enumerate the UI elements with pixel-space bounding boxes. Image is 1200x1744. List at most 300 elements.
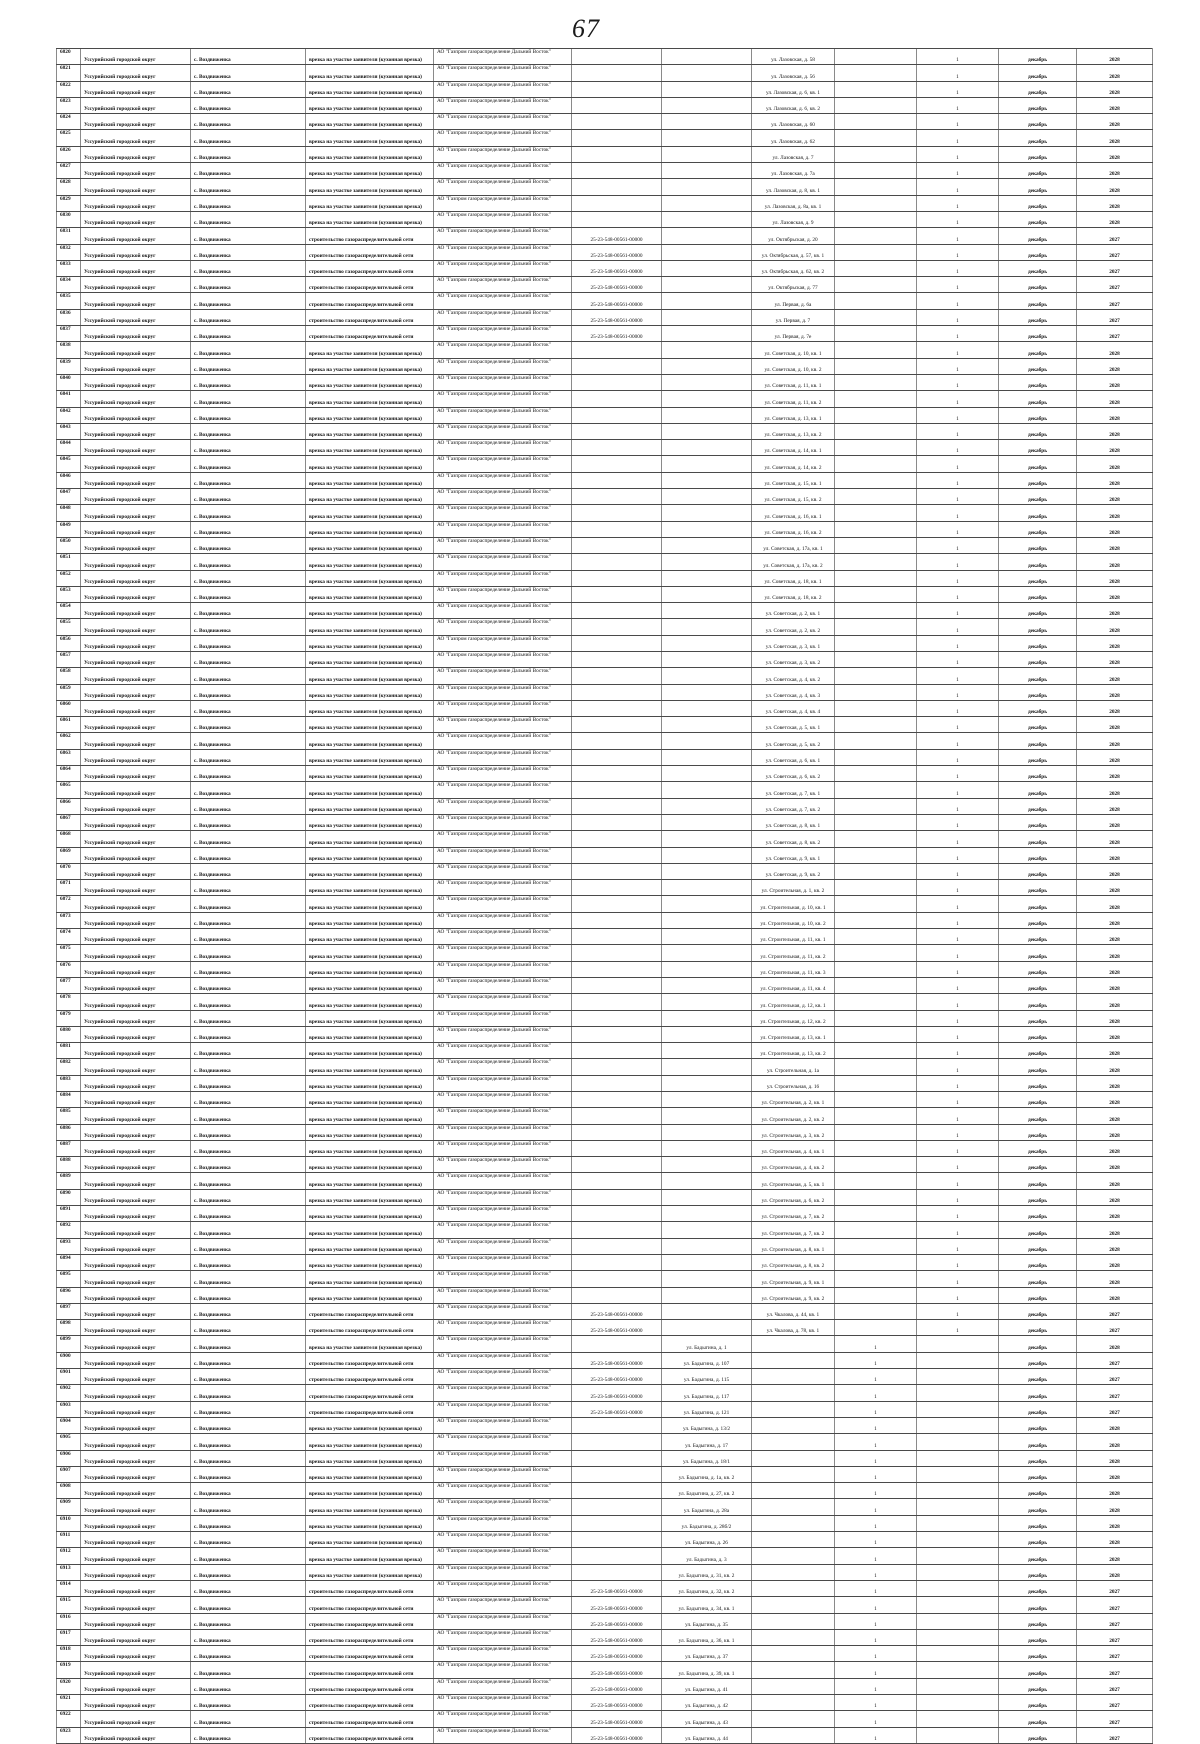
work-type-cell: врезка на участке заявителя (кухонная врезка) (306, 1108, 434, 1124)
organization-cell: АО "Газпром газораспределение Дальний Восток" (434, 1336, 572, 1352)
row-number-cell: 6871 (57, 880, 81, 896)
table-row (57, 228, 1153, 244)
address-cell: ул. Лазовская, д. 7а (752, 163, 835, 179)
table-row (57, 1417, 1153, 1433)
locality-cell: с. Воздвиженка (191, 1548, 306, 1564)
month-cell: декабрь (999, 782, 1077, 798)
year-cell: 2028 (1077, 472, 1153, 488)
year-cell: 2027 (1077, 1613, 1153, 1629)
month-cell: декабрь (999, 1678, 1077, 1694)
work-type-cell: строительство газораспределительной сети (306, 1352, 434, 1368)
organization-cell: АО "Газпром газораспределение Дальний Восток" (434, 1662, 572, 1678)
locality-cell: с. Воздвиженка (191, 505, 306, 521)
organization-cell: АО "Газпром газораспределение Дальний Восток" (434, 961, 572, 977)
empty-cell (835, 1173, 917, 1189)
organization-cell: АО "Газпром газораспределение Дальний Восток" (434, 929, 572, 945)
empty-cell (917, 1662, 999, 1678)
locality-cell: с. Воздвиженка (191, 749, 306, 765)
year-cell: 2028 (1077, 1010, 1153, 1026)
work-type-cell: врезка на участке заявителя (кухонная врезка) (306, 782, 434, 798)
row-number-cell: 6876 (57, 961, 81, 977)
organization-cell: АО "Газпром газораспределение Дальний Восток" (434, 1597, 572, 1613)
cadastral-cell: 25-23-548-00561-00000 (572, 1678, 662, 1694)
table-row (57, 1092, 1153, 1108)
work-type-cell: врезка на участке заявителя (кухонная врезка) (306, 65, 434, 81)
empty-cell (835, 1287, 917, 1303)
empty-cell (835, 1238, 917, 1254)
organization-cell: АО "Газпром газораспределение Дальний Восток" (434, 521, 572, 537)
quantity-cell: 1 (917, 211, 999, 227)
organization-cell: АО "Газпром газораспределение Дальний Восток" (434, 1369, 572, 1385)
locality-cell: с. Воздвиженка (191, 798, 306, 814)
locality-cell: с. Воздвиженка (191, 1026, 306, 1042)
empty-cell (662, 863, 752, 879)
row-number-cell: 6836 (57, 309, 81, 325)
quantity-cell: 1 (917, 391, 999, 407)
cadastral-cell (572, 717, 662, 733)
municipality-cell: Уссурийский городской округ (81, 1613, 191, 1629)
row-number-cell: 6877 (57, 977, 81, 993)
quantity-cell: 1 (917, 1043, 999, 1059)
locality-cell: с. Воздвиженка (191, 1303, 306, 1319)
row-number-cell: 6890 (57, 1189, 81, 1205)
row-number-cell: 6834 (57, 277, 81, 293)
empty-cell (835, 554, 917, 570)
municipality-cell: Уссурийский городской округ (81, 342, 191, 358)
year-cell: 2028 (1077, 1092, 1153, 1108)
municipality-cell: Уссурийский городской округ (81, 81, 191, 97)
locality-cell: с. Воздвиженка (191, 863, 306, 879)
table-row (57, 1238, 1153, 1254)
table-row (57, 456, 1153, 472)
table-row (57, 749, 1153, 765)
row-number-cell: 6832 (57, 244, 81, 260)
table-row (57, 912, 1153, 928)
municipality-cell: Уссурийский городской округ (81, 945, 191, 961)
empty-cell (752, 1336, 835, 1352)
address-cell: ул. Строительная, д. 16 (752, 1075, 835, 1091)
address-cell: ул. Советская, д. 18, кв. 1 (752, 570, 835, 586)
month-cell: декабрь (999, 1336, 1077, 1352)
empty-cell (662, 700, 752, 716)
quantity-cell: 1 (835, 1662, 917, 1678)
address-cell: ул. Советская, д. 9, кв. 2 (752, 863, 835, 879)
work-type-cell: врезка на участке заявителя (кухонная врезка) (306, 1026, 434, 1042)
empty-cell (662, 97, 752, 113)
quantity-cell: 1 (917, 1271, 999, 1287)
empty-cell (835, 619, 917, 635)
organization-cell: АО "Газпром газораспределение Дальний Восток" (434, 489, 572, 505)
municipality-cell: Уссурийский городской округ (81, 1271, 191, 1287)
address-cell: ул. Строительная, д. 3, кв. 2 (752, 1124, 835, 1140)
row-number-cell: 6915 (57, 1597, 81, 1613)
row-number-cell: 6902 (57, 1385, 81, 1401)
month-cell: декабрь (999, 798, 1077, 814)
month-cell: декабрь (999, 700, 1077, 716)
locality-cell: с. Воздвиженка (191, 1254, 306, 1270)
locality-cell: с. Воздвиженка (191, 1580, 306, 1596)
municipality-cell: Уссурийский городской округ (81, 65, 191, 81)
table-row (57, 1026, 1153, 1042)
locality-cell: с. Воздвиженка (191, 1173, 306, 1189)
month-cell: декабрь (999, 505, 1077, 521)
month-cell: декабрь (999, 1222, 1077, 1238)
cadastral-cell (572, 733, 662, 749)
organization-cell: АО "Газпром газораспределение Дальний Восток" (434, 1564, 572, 1580)
table-row (57, 1646, 1153, 1662)
quantity-cell: 1 (835, 1532, 917, 1548)
empty-cell (917, 1613, 999, 1629)
row-number-cell: 6858 (57, 668, 81, 684)
month-cell: декабрь (999, 733, 1077, 749)
organization-cell: АО "Газпром газораспределение Дальний Восток" (434, 374, 572, 390)
organization-cell: АО "Газпром газораспределение Дальний Восток" (434, 863, 572, 879)
row-number-cell: 6914 (57, 1580, 81, 1596)
cadastral-cell (572, 1564, 662, 1580)
quantity-cell: 1 (917, 114, 999, 130)
empty-cell (662, 912, 752, 928)
row-number-cell: 6895 (57, 1271, 81, 1287)
municipality-cell: Уссурийский городской округ (81, 391, 191, 407)
address-cell: ул. Строительная, д. 4, кв. 2 (752, 1157, 835, 1173)
work-type-cell: строительство газораспределительной сети (306, 228, 434, 244)
work-type-cell: врезка на участке заявителя (кухонная врезка) (306, 440, 434, 456)
table-row (57, 929, 1153, 945)
organization-cell: АО "Газпром газораспределение Дальний Восток" (434, 342, 572, 358)
municipality-cell: Уссурийский городской округ (81, 1238, 191, 1254)
empty-cell (662, 1124, 752, 1140)
empty-cell (835, 1254, 917, 1270)
table-row (57, 293, 1153, 309)
work-type-cell: врезка на участке заявителя (кухонная врезка) (306, 1483, 434, 1499)
cadastral-cell (572, 554, 662, 570)
empty-cell (662, 619, 752, 635)
year-cell: 2028 (1077, 733, 1153, 749)
empty-cell (752, 1564, 835, 1580)
month-cell: декабрь (999, 961, 1077, 977)
locality-cell: с. Воздвиженка (191, 700, 306, 716)
table-row (57, 358, 1153, 374)
table-row (57, 1580, 1153, 1596)
organization-cell: АО "Газпром газораспределение Дальний Восток" (434, 456, 572, 472)
cadastral-cell (572, 929, 662, 945)
row-number-cell: 6820 (57, 49, 81, 65)
row-number-cell: 6922 (57, 1711, 81, 1727)
locality-cell: с. Воздвиженка (191, 1075, 306, 1091)
organization-cell: АО "Газпром газораспределение Дальний Восток" (434, 1727, 572, 1743)
cadastral-cell (572, 1124, 662, 1140)
locality-cell: с. Воздвиженка (191, 912, 306, 928)
empty-cell (752, 1483, 835, 1499)
address-cell: ул. Бадыгина, д. 34, кв. 1 (662, 1597, 752, 1613)
cadastral-cell (572, 977, 662, 993)
organization-cell: АО "Газпром газораспределение Дальний Восток" (434, 782, 572, 798)
work-type-cell: строительство газораспределительной сети (306, 293, 434, 309)
municipality-cell: Уссурийский городской округ (81, 1287, 191, 1303)
month-cell: декабрь (999, 847, 1077, 863)
municipality-cell: Уссурийский городской округ (81, 733, 191, 749)
empty-cell (835, 163, 917, 179)
table-row (57, 554, 1153, 570)
empty-cell (835, 309, 917, 325)
municipality-cell: Уссурийский городской округ (81, 1157, 191, 1173)
work-type-cell: врезка на участке заявителя (кухонная врезка) (306, 1417, 434, 1433)
cadastral-cell (572, 211, 662, 227)
municipality-cell: Уссурийский городской округ (81, 97, 191, 113)
cadastral-cell (572, 505, 662, 521)
organization-cell: АО "Газпром газораспределение Дальний Восток" (434, 554, 572, 570)
locality-cell: с. Воздвиженка (191, 1124, 306, 1140)
locality-cell: с. Воздвиженка (191, 309, 306, 325)
table-row (57, 766, 1153, 782)
municipality-cell: Уссурийский городской округ (81, 1727, 191, 1743)
work-type-cell: строительство газораспределительной сети (306, 1629, 434, 1645)
month-cell: декабрь (999, 1320, 1077, 1336)
table-row (57, 244, 1153, 260)
work-type-cell: врезка на участке заявителя (кухонная врезка) (306, 929, 434, 945)
row-number-cell: 6888 (57, 1157, 81, 1173)
cadastral-cell: 25-23-548-00561-00000 (572, 244, 662, 260)
quantity-cell: 1 (835, 1417, 917, 1433)
empty-cell (835, 1157, 917, 1173)
table-row (57, 603, 1153, 619)
address-cell: ул. Строительная, д. 8, кв. 2 (752, 1254, 835, 1270)
address-cell: ул. Октябрьская, д. 62, кв. 2 (752, 260, 835, 276)
organization-cell: АО "Газпром газораспределение Дальний Восток" (434, 945, 572, 961)
table-row (57, 717, 1153, 733)
row-number-cell: 6852 (57, 570, 81, 586)
organization-cell: АО "Газпром газораспределение Дальний Восток" (434, 1711, 572, 1727)
locality-cell: с. Воздвиженка (191, 651, 306, 667)
empty-cell (835, 1189, 917, 1205)
empty-cell (752, 1548, 835, 1564)
work-type-cell: врезка на участке заявителя (кухонная врезка) (306, 684, 434, 700)
organization-cell: АО "Газпром газораспределение Дальний Восток" (434, 97, 572, 113)
table-row (57, 521, 1153, 537)
address-cell: ул. Лазовская, д. 62 (752, 130, 835, 146)
cadastral-cell (572, 1075, 662, 1091)
locality-cell: с. Воздвиженка (191, 277, 306, 293)
locality-cell: с. Воздвиженка (191, 733, 306, 749)
address-cell: ул. Советская, д. 4, кв. 4 (752, 700, 835, 716)
table-row (57, 374, 1153, 390)
cadastral-cell (572, 994, 662, 1010)
year-cell: 2028 (1077, 358, 1153, 374)
organization-cell: АО "Газпром газораспределение Дальний Восток" (434, 1059, 572, 1075)
year-cell: 2028 (1077, 195, 1153, 211)
table-row (57, 1320, 1153, 1336)
table-row (57, 440, 1153, 456)
month-cell: декабрь (999, 994, 1077, 1010)
year-cell: 2027 (1077, 228, 1153, 244)
work-type-cell: врезка на участке заявителя (кухонная врезка) (306, 863, 434, 879)
municipality-cell: Уссурийский городской округ (81, 146, 191, 162)
table-row (57, 1678, 1153, 1694)
empty-cell (835, 326, 917, 342)
row-number-cell: 6909 (57, 1499, 81, 1515)
year-cell: 2028 (1077, 1108, 1153, 1124)
municipality-cell: Уссурийский городской округ (81, 1336, 191, 1352)
municipality-cell: Уссурийский городской округ (81, 651, 191, 667)
empty-cell (752, 1580, 835, 1596)
cadastral-cell (572, 130, 662, 146)
organization-cell: АО "Газпром газораспределение Дальний Восток" (434, 570, 572, 586)
address-cell: ул. Строительная, д. 1а (752, 1059, 835, 1075)
year-cell: 2028 (1077, 570, 1153, 586)
empty-cell (752, 1417, 835, 1433)
row-number-cell: 6827 (57, 163, 81, 179)
organization-cell: АО "Газпром газораспределение Дальний Восток" (434, 358, 572, 374)
row-number-cell: 6875 (57, 945, 81, 961)
address-cell: ул. Советская, д. 6, кв. 1 (752, 749, 835, 765)
municipality-cell: Уссурийский городской округ (81, 1711, 191, 1727)
cadastral-cell: 25-23-548-00561-00000 (572, 1711, 662, 1727)
work-type-cell: врезка на участке заявителя (кухонная врезка) (306, 49, 434, 65)
municipality-cell: Уссурийский городской округ (81, 635, 191, 651)
quantity-cell: 1 (835, 1564, 917, 1580)
address-cell: ул. Лазовская, д. 8, кв. 1 (752, 179, 835, 195)
municipality-cell: Уссурийский городской округ (81, 929, 191, 945)
year-cell: 2028 (1077, 440, 1153, 456)
cadastral-cell (572, 1059, 662, 1075)
locality-cell: с. Воздвиженка (191, 1369, 306, 1385)
municipality-cell: Уссурийский городской округ (81, 1597, 191, 1613)
address-cell: ул. Лазовская, д. 56 (752, 65, 835, 81)
work-type-cell: врезка на участке заявителя (кухонная врезка) (306, 619, 434, 635)
table-row (57, 1727, 1153, 1743)
month-cell: декабрь (999, 130, 1077, 146)
year-cell: 2028 (1077, 1417, 1153, 1433)
empty-cell (835, 782, 917, 798)
month-cell: декабрь (999, 440, 1077, 456)
cadastral-cell: 25-23-548-00561-00000 (572, 326, 662, 342)
empty-cell (835, 863, 917, 879)
year-cell: 2028 (1077, 847, 1153, 863)
quantity-cell: 1 (835, 1385, 917, 1401)
municipality-cell: Уссурийский городской округ (81, 1173, 191, 1189)
month-cell: декабрь (999, 1059, 1077, 1075)
locality-cell: с. Воздвиженка (191, 1646, 306, 1662)
table-row (57, 1434, 1153, 1450)
organization-cell: АО "Газпром газораспределение Дальний Восток" (434, 1287, 572, 1303)
empty-cell (835, 896, 917, 912)
empty-cell (835, 146, 917, 162)
row-number-cell: 6898 (57, 1320, 81, 1336)
address-cell: ул. Советская, д. 9, кв. 1 (752, 847, 835, 863)
year-cell: 2027 (1077, 1678, 1153, 1694)
table-row (57, 945, 1153, 961)
empty-cell (752, 1499, 835, 1515)
empty-cell (662, 1287, 752, 1303)
work-type-cell: врезка на участке заявителя (кухонная врезка) (306, 570, 434, 586)
municipality-cell: Уссурийский городской округ (81, 863, 191, 879)
cadastral-cell (572, 1287, 662, 1303)
address-cell: ул. Лазовская, д. 60 (752, 114, 835, 130)
address-cell: ул. Строительная, д. 12, кв. 2 (752, 1010, 835, 1026)
organization-cell: АО "Газпром газораспределение Дальний Восток" (434, 81, 572, 97)
work-type-cell: врезка на участке заявителя (кухонная врезка) (306, 1466, 434, 1482)
locality-cell: с. Воздвиженка (191, 945, 306, 961)
table-row (57, 489, 1153, 505)
month-cell: декабрь (999, 1629, 1077, 1645)
quantity-cell: 1 (917, 945, 999, 961)
month-cell: декабрь (999, 668, 1077, 684)
municipality-cell: Уссурийский городской округ (81, 1385, 191, 1401)
empty-cell (835, 717, 917, 733)
empty-cell (662, 505, 752, 521)
quantity-cell: 1 (917, 766, 999, 782)
cadastral-cell (572, 1254, 662, 1270)
address-cell: ул. Бадыгина, д. 1 (662, 1336, 752, 1352)
month-cell: декабрь (999, 65, 1077, 81)
locality-cell: с. Воздвиженка (191, 1206, 306, 1222)
year-cell: 2028 (1077, 1026, 1153, 1042)
table-row (57, 1515, 1153, 1531)
quantity-cell: 1 (917, 1238, 999, 1254)
empty-cell (835, 358, 917, 374)
municipality-cell: Уссурийский городской округ (81, 130, 191, 146)
gasification-register-table (56, 48, 1153, 1744)
organization-cell: АО "Газпром газораспределение Дальний Восток" (434, 1108, 572, 1124)
row-number-cell: 6874 (57, 929, 81, 945)
organization-cell: АО "Газпром газораспределение Дальний Восток" (434, 65, 572, 81)
quantity-cell: 1 (917, 309, 999, 325)
municipality-cell: Уссурийский городской округ (81, 374, 191, 390)
empty-cell (835, 489, 917, 505)
work-type-cell: врезка на участке заявителя (кухонная врезка) (306, 1222, 434, 1238)
work-type-cell: строительство газораспределительной сети (306, 1369, 434, 1385)
organization-cell: АО "Газпром газораспределение Дальний Восток" (434, 440, 572, 456)
locality-cell: с. Воздвиженка (191, 293, 306, 309)
municipality-cell: Уссурийский городской округ (81, 1010, 191, 1026)
municipality-cell: Уссурийский городской округ (81, 537, 191, 553)
year-cell: 2028 (1077, 456, 1153, 472)
locality-cell: с. Воздвиженка (191, 1499, 306, 1515)
organization-cell: АО "Газпром газораспределение Дальний Восток" (434, 1352, 572, 1368)
year-cell: 2028 (1077, 1515, 1153, 1531)
address-cell: ул. Чкалова, д. 78, кв. 1 (752, 1320, 835, 1336)
empty-cell (752, 1401, 835, 1417)
empty-cell (835, 977, 917, 993)
organization-cell: АО "Газпром газораспределение Дальний Восток" (434, 798, 572, 814)
empty-cell (835, 65, 917, 81)
row-number-cell: 6854 (57, 603, 81, 619)
month-cell: декабрь (999, 586, 1077, 602)
organization-cell: АО "Газпром газораспределение Дальний Восток" (434, 277, 572, 293)
month-cell: декабрь (999, 717, 1077, 733)
locality-cell: с. Воздвиженка (191, 163, 306, 179)
empty-cell (835, 814, 917, 830)
address-cell: ул. Советская, д. 2, кв. 1 (752, 603, 835, 619)
table-row (57, 570, 1153, 586)
empty-cell (835, 635, 917, 651)
empty-cell (835, 1303, 917, 1319)
organization-cell: АО "Газпром газораспределение Дальний Восток" (434, 423, 572, 439)
month-cell: декабрь (999, 309, 1077, 325)
cadastral-cell (572, 1173, 662, 1189)
cadastral-cell (572, 684, 662, 700)
empty-cell (835, 1271, 917, 1287)
work-type-cell: строительство газораспределительной сети (306, 326, 434, 342)
locality-cell: с. Воздвиженка (191, 1613, 306, 1629)
quantity-cell: 1 (835, 1580, 917, 1596)
work-type-cell: врезка на участке заявителя (кухонная врезка) (306, 586, 434, 602)
municipality-cell: Уссурийский городской округ (81, 1108, 191, 1124)
row-number-cell: 6859 (57, 684, 81, 700)
address-cell: ул. Строительная, д. 1, кв. 2 (752, 880, 835, 896)
month-cell: декабрь (999, 1206, 1077, 1222)
locality-cell: с. Воздвиженка (191, 717, 306, 733)
